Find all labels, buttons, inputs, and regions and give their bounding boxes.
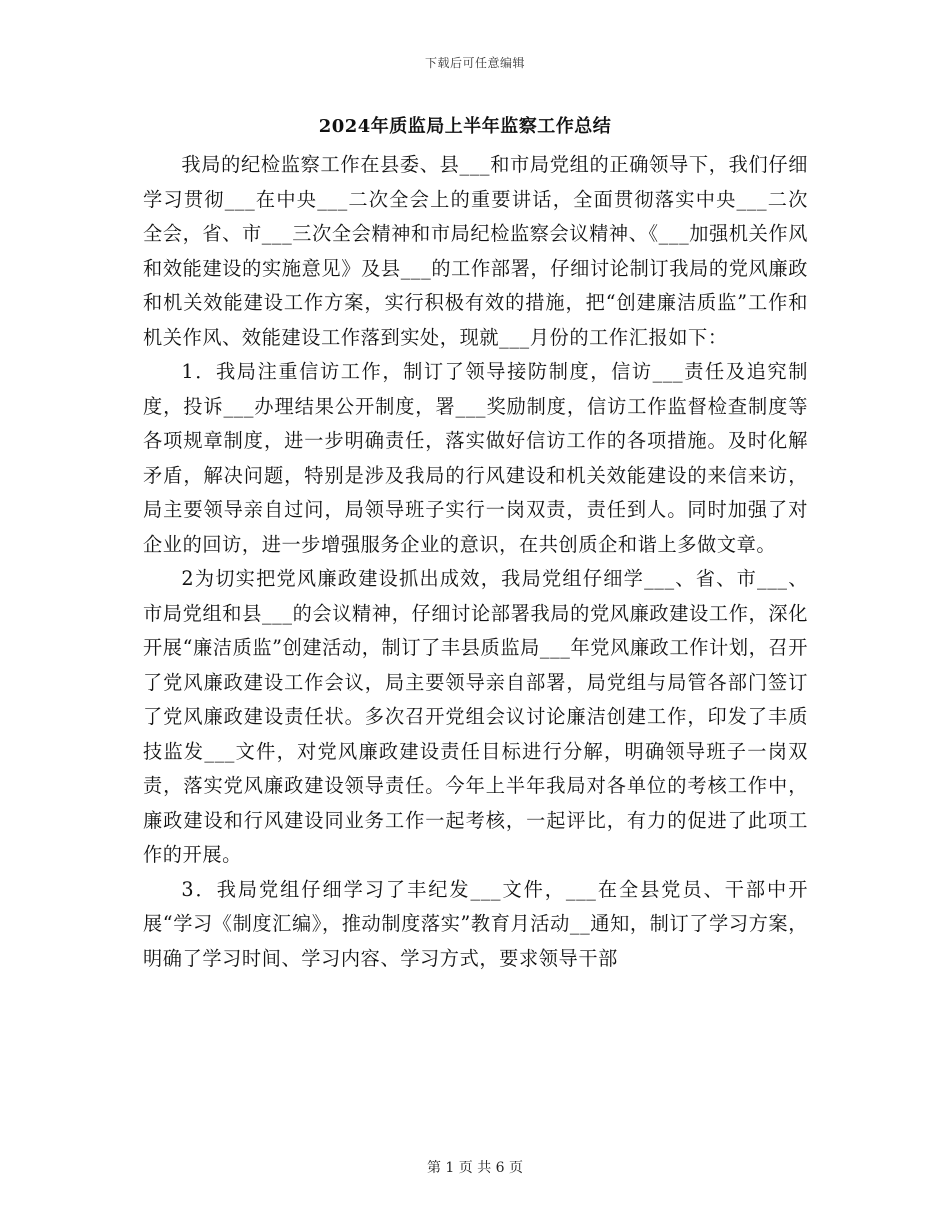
paragraph-item-2: 2为切实把党风廉政建设抓出成效，我局党组仔细学___、省、市___、市局党组和县___的会议精神，仔细讨论部署我局的党风廉政建设工作，深化开展“廉洁质监”创建活动，制订了丰县质监局___年党风廉政工作计划，召开了党风廉政建设工作会议，局主要领导亲自部署，局党组与局管各部门签订了党风廉政建设责任状。多次召开党组会议讨论廉洁创建工作，印发了丰质技监发___文件，对党风廉政建设责任目标进行分解，明确领导班子一岗双责，落实党风廉政建设领导责任。今年上半年我局对各单位的考核工作中，廉政建设和行风建设同业务工作一起考核，一起评比，有力的促进了此项工作的开展。 xyxy=(143,567,808,866)
paragraph-item-1: 1．我局注重信访工作，制订了领导接防制度，信访___责任及追究制度，投诉___办理结果公开制度，署___奖励制度，信访工作监督检查制度等各项规章制度，进一步明确责任，落实做好信访工作的各项措施。及时化解矛盾，解决问题，特别是涉及我局的行风建设和机关效能建设的来信来访，局主要领导亲自过问，局领导班子实行一岗双责，责任到人。同时加强了对企业的回访，进一步增强服务企业的意识，在共创质企和谐上多做文章。 xyxy=(143,360,808,556)
page-number: 第 1 页 共 6 页 xyxy=(426,1160,524,1176)
document-title: 2024年质监局上半年监察工作总结 xyxy=(318,116,612,137)
paragraph-intro: 我局的纪检监察工作在县委、县___和市局党组的正确领导下，我们仔细学习贯彻___在中央___二次全会上的重要讲话，全面贯彻落实中央___二次全会，省、市___三次全会精神和市局纪检监察会议精神、《___加强机关作风和效能建设的实施意见》及县___的工作部署，仔细讨论制订我局的党风廉政和机关效能建设工作方案，实行积极有效的措施，把“创建廉洁质监”工作和机关作风、效能建设工作落到实处，现就___月份的工作汇报如下： xyxy=(143,153,808,349)
header-note: 下载后可任意编辑 xyxy=(424,56,525,70)
paragraph-item-3: 3．我局党组仔细学习了丰纪发___文件，___在全县党员、干部中开展“学习《制度汇编》，推动制度落实”教育月活动__通知，制订了学习方案，明确了学习时间、学习内容、学习方式，要求领导干部 xyxy=(143,877,808,970)
document-body xyxy=(143,148,808,976)
